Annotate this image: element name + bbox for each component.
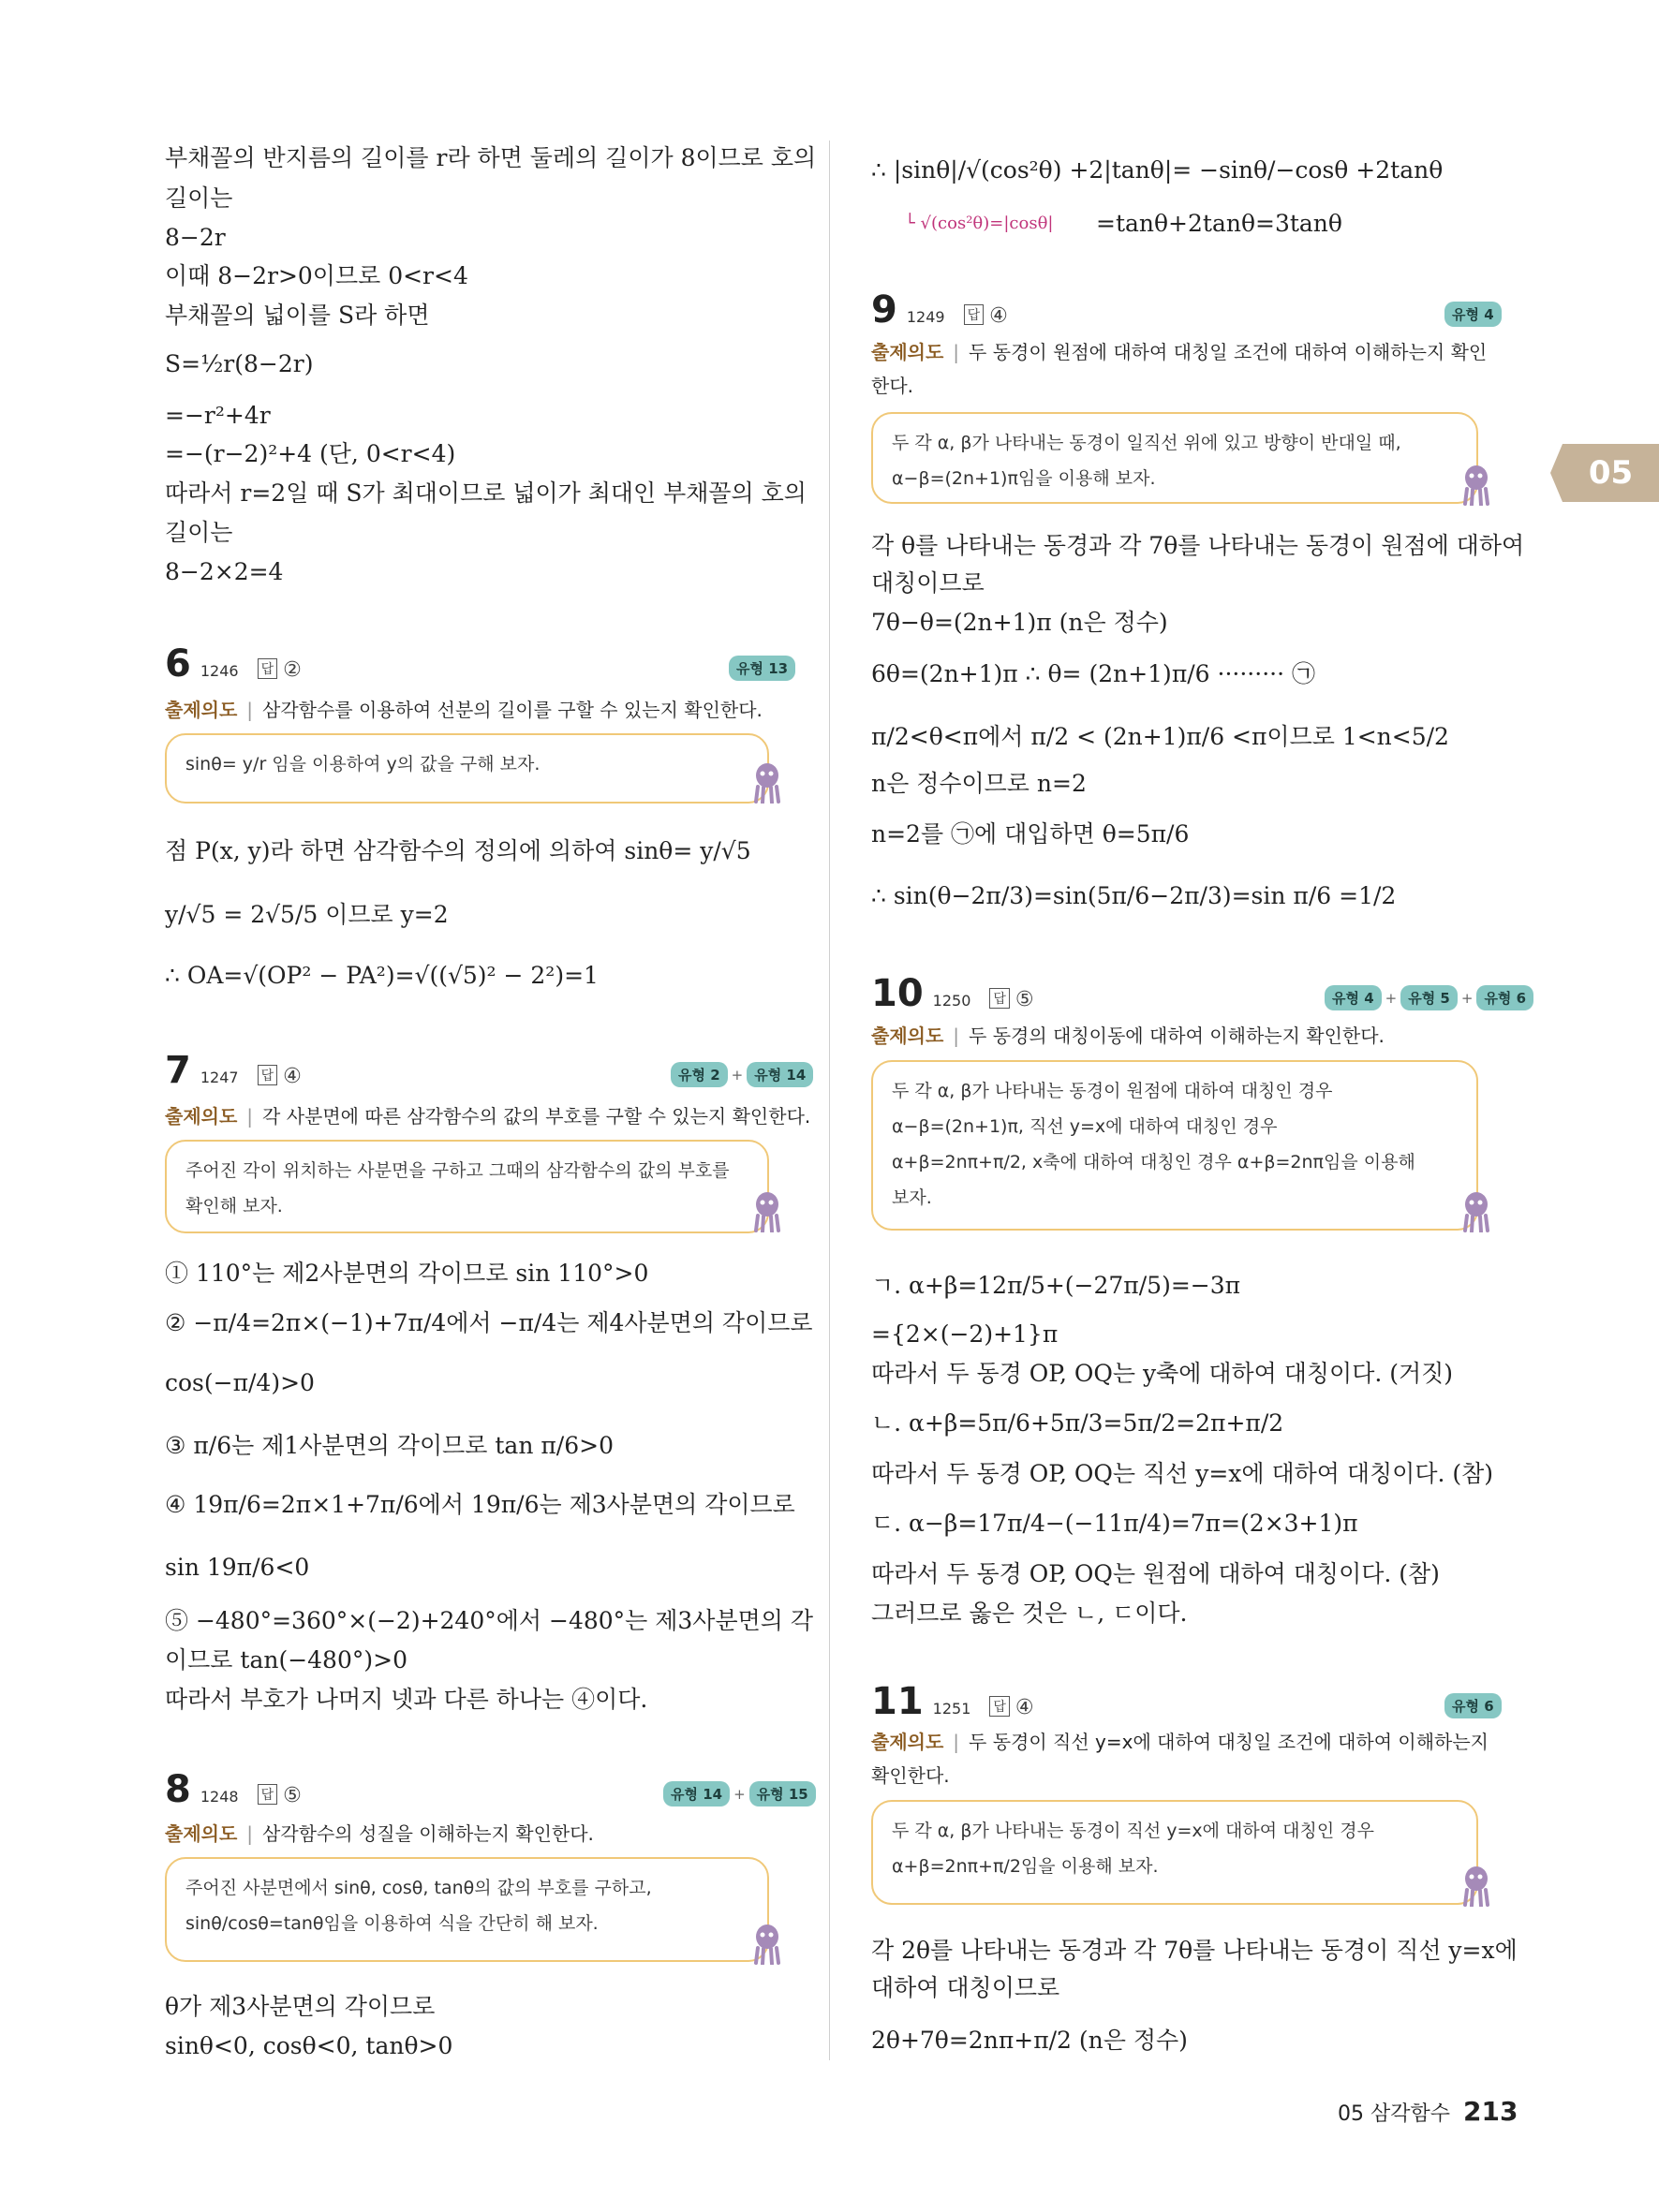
text-line: ={2×(−2)+1}π — [871, 1320, 1059, 1348]
question-code: 1251 — [932, 1700, 971, 1718]
question-intent: 출제의도 | 두 동경의 대칭이동에 대하여 이해하는지 확인한다. — [871, 1025, 1385, 1047]
text-line: ③ π/6는 제1사분면의 각이므로 tan π/6>0 — [165, 1432, 614, 1459]
question-code: 1248 — [200, 1788, 239, 1806]
text-line: sin 19π/6<0 — [165, 1554, 310, 1581]
question-code: 1249 — [906, 308, 945, 326]
text-line: 각 2θ를 나타내는 동경과 각 7θ를 나타내는 동경이 직선 y=x에 — [871, 1937, 1518, 1964]
question-code: 1250 — [932, 992, 971, 1010]
hint-box — [871, 1060, 1478, 1231]
text-line: sinθ<0, cosθ<0, tanθ>0 — [165, 2032, 453, 2059]
question-number: 10 — [871, 972, 924, 1015]
type-tag: 유형 4 — [1325, 985, 1382, 1010]
text-line: π/2<θ<π에서 π/2 < (2n+1)π/6 <π이므로 1<n<5/2 — [871, 723, 1449, 750]
text-line: 각 θ를 나타내는 동경과 각 7θ를 나타내는 동경이 원점에 대하여 — [871, 532, 1525, 559]
type-tags — [729, 656, 795, 681]
mascot-icon — [752, 1922, 782, 1969]
mascot-icon — [752, 760, 782, 807]
text-line: ① 110°는 제2사분면의 각이므로 sin 110°>0 — [165, 1260, 649, 1287]
type-tags: 유형 4 + 유형 5 + 유형 6 — [1325, 985, 1533, 1010]
text-line: ㄷ. α−β=17π/4−(−11π/4)=7π=(2×3+1)π — [871, 1510, 1358, 1537]
text-line: ∴ |sinθ|/√(cos²θ) +2|tanθ|= −sinθ/−cosθ +2tanθ — [871, 156, 1444, 184]
question-code: 1246 — [200, 662, 239, 680]
text-line: ⑤ −480°=360°×(−2)+240°에서 −480°는 제3사분면의 각 — [165, 1607, 814, 1634]
question-number: 7 — [165, 1049, 191, 1092]
type-tag: 유형 5 — [1400, 985, 1458, 1010]
hint-box — [871, 1800, 1478, 1905]
text-line: 대하여 대칭이므로 — [871, 1974, 1060, 2001]
text-line: ④ 19π/6=2π×1+7π/6에서 19π/6는 제3사분면의 각이므로 — [165, 1491, 795, 1518]
text-line: 그러므로 옳은 것은 ㄴ, ㄷ이다. — [871, 1600, 1188, 1627]
column-divider — [829, 140, 830, 2060]
answer: 답 ② — [258, 658, 302, 682]
mascot-icon — [1461, 463, 1491, 509]
text-line: 따라서 두 동경 OP, OQ는 원점에 대하여 대칭이다. (참) — [871, 1560, 1440, 1587]
hint-text: α−β=(2n+1)π, 직선 y=x에 대하여 대칭인 경우 — [892, 1116, 1278, 1137]
text-line: S=½r(8−2r) — [165, 350, 314, 377]
hint-text: α+β=2nπ+π/2, x축에 대하여 대칭인 경우 α+β=2nπ임을 이용해 — [892, 1152, 1415, 1172]
text-line: cos(−π/4)>0 — [165, 1369, 315, 1396]
annotation-note: └ √(cos²θ)=|cosθ| — [905, 214, 1054, 233]
hint-text: α+β=2nπ+π/2임을 이용해 보자. — [892, 1856, 1159, 1877]
answer: 답 ④ — [964, 304, 1008, 328]
question-number: 11 — [871, 1680, 924, 1723]
hint-text: 보자. — [892, 1187, 932, 1208]
text-line: ∴ sin(θ−2π/3)=sin(5π/6−2π/3)=sin π/6 =1/2 — [871, 882, 1397, 909]
question-number: 6 — [165, 642, 191, 686]
text-line: ㄱ. α+β=12π/5+(−27π/5)=−3π — [871, 1272, 1241, 1299]
type-tag: 유형 6 — [1444, 1693, 1502, 1718]
answer: 답 ⑤ — [258, 1784, 302, 1807]
hint-text: 두 각 α, β가 나타내는 동경이 직선 y=x에 대하여 대칭인 경우 — [892, 1821, 1374, 1841]
text-line: 6θ=(2n+1)π ∴ θ= (2n+1)π/6 ········· ㉠ — [871, 660, 1315, 687]
answer: 답 ④ — [989, 1696, 1033, 1719]
text-line: 부채꼴의 반지름의 길이를 r라 하면 둘레의 길이가 8이므로 호의 — [165, 144, 817, 171]
hint-text: sinθ= y/r 임을 이용하여 y의 값을 구해 보자. — [185, 754, 541, 774]
text-line: 길이는 — [165, 519, 233, 546]
mascot-icon — [752, 1189, 782, 1236]
text-line: 이때 8−2r>0이므로 0<r<4 — [165, 262, 468, 289]
text-line: ㄴ. α+β=5π/6+5π/3=5π/2=2π+π/2 — [871, 1409, 1284, 1437]
text-line: 2θ+7θ=2nπ+π/2 (n은 정수) — [871, 2027, 1188, 2054]
question-intent-cont: 확인한다. — [871, 1764, 950, 1787]
hint-text: 주어진 사분면에서 sinθ, cosθ, tanθ의 값의 부호를 구하고, — [185, 1878, 652, 1898]
page-footer — [1338, 2096, 1518, 2127]
hint-text: 확인해 보자. — [185, 1196, 283, 1217]
text-line: 부채꼴의 넓이를 S라 하면 — [165, 302, 430, 329]
page-number: 213 — [1463, 2096, 1518, 2127]
text-line: 이므로 tan(−480°)>0 — [165, 1646, 407, 1674]
type-tags: 유형 2 + 유형 14 — [671, 1062, 813, 1087]
text-line: 따라서 두 동경 OP, OQ는 직선 y=x에 대하여 대칭이다. (참) — [871, 1460, 1494, 1487]
hint-text: 주어진 각이 위치하는 사분면을 구하고 그때의 삼각함수의 값의 부호를 — [185, 1160, 730, 1181]
question-intent: 출제의도 | 각 사분면에 따른 삼각함수의 값의 부호를 구할 수 있는지 확인한다. — [165, 1105, 811, 1128]
text-line: 7θ−θ=(2n+1)π (n은 정수) — [871, 609, 1168, 636]
hint-box — [871, 412, 1478, 504]
question-header-6 — [165, 642, 302, 686]
question-intent: 출제의도 | 두 동경이 원점에 대하여 대칭일 조건에 대하여 이해하는지 확인 — [871, 341, 1488, 363]
question-header-9 — [871, 288, 1008, 332]
text-line: =tanθ+2tanθ=3tanθ — [1096, 210, 1342, 237]
question-intent: 출제의도 | 삼각함수를 이용하여 선분의 길이를 구할 수 있는지 확인한다. — [165, 699, 763, 721]
text-line: 8−2×2=4 — [165, 558, 284, 585]
type-tag: 유형 6 — [1476, 985, 1533, 1010]
answer-box-icon: 답 — [989, 1696, 1010, 1717]
text-line: 대칭이므로 — [871, 569, 985, 597]
question-number: 9 — [871, 288, 897, 332]
text-line: 따라서 부호가 나머지 넷과 다른 하나는 ④이다. — [165, 1686, 648, 1713]
text-line: n=2를 ㉠에 대입하면 θ=5π/6 — [871, 820, 1190, 848]
hint-text: 두 각 α, β가 나타내는 동경이 원점에 대하여 대칭인 경우 — [892, 1081, 1333, 1101]
type-tag: 유형 4 — [1444, 302, 1502, 327]
answer-box-icon: 답 — [964, 304, 985, 325]
type-tag: 유형 2 — [671, 1062, 728, 1087]
mascot-icon — [1461, 1864, 1491, 1910]
type-tag: 유형 13 — [729, 656, 795, 681]
answer-box-icon: 답 — [989, 988, 1010, 1009]
question-header-10 — [871, 972, 1034, 1015]
text-line: 따라서 r=2일 때 S가 최대이므로 넓이가 최대인 부채꼴의 호의 — [165, 479, 807, 507]
answer-box-icon: 답 — [258, 1065, 278, 1085]
answer: 답 ④ — [258, 1065, 302, 1088]
question-intent-cont: 한다. — [871, 375, 913, 397]
question-header-8 — [165, 1768, 302, 1811]
type-tags: 유형 14 + 유형 15 — [663, 1781, 816, 1806]
hint-text: α−β=(2n+1)π임을 이용해 보자. — [892, 468, 1156, 489]
answer-box-icon: 답 — [258, 1784, 278, 1805]
hint-box — [165, 1140, 769, 1233]
text-line: 8−2r — [165, 224, 226, 251]
text-line: =−r²+4r — [165, 402, 271, 429]
text-line: ∴ OA=√(OP² − PA²)=√((√5)² − 2²)=1 — [165, 962, 599, 989]
text-line: 따라서 두 동경 OP, OQ는 y축에 대하여 대칭이다. (거짓) — [871, 1360, 1454, 1387]
text-line: =−(r−2)²+4 (단, 0<r<4) — [165, 440, 456, 467]
type-tags — [1444, 1693, 1502, 1718]
chapter-title: 05 삼각함수 — [1338, 2102, 1450, 2126]
hint-box — [165, 733, 769, 804]
question-number: 8 — [165, 1768, 191, 1811]
text-line: θ가 제3사분면의 각이므로 — [165, 1993, 436, 2020]
question-intent: 출제의도 | 두 동경이 직선 y=x에 대하여 대칭일 조건에 대하여 이해하는지 — [871, 1731, 1489, 1753]
hint-box — [165, 1857, 769, 1962]
text-line: ② −π/4=2π×(−1)+7π/4에서 −π/4는 제4사분면의 각이므로 — [165, 1309, 813, 1336]
type-tag: 유형 15 — [749, 1781, 816, 1806]
hint-text: 두 각 α, β가 나타내는 동경이 일직선 위에 있고 방향이 반대일 때, — [892, 433, 1401, 453]
text-line: y/√5 = 2√5/5 이므로 y=2 — [165, 901, 449, 928]
mascot-icon — [1461, 1189, 1491, 1236]
type-tag: 유형 14 — [747, 1062, 813, 1087]
text-line: n은 정수이므로 n=2 — [871, 770, 1087, 797]
text-line: 점 P(x, y)라 하면 삼각함수의 정의에 의하여 sinθ= y/√5 — [165, 837, 751, 864]
question-intent: 출제의도 | 삼각함수의 성질을 이해하는지 확인한다. — [165, 1822, 594, 1845]
chapter-side-tab: 05 — [1563, 444, 1659, 502]
question-code: 1247 — [200, 1069, 239, 1086]
type-tags — [1444, 302, 1502, 327]
type-tag: 유형 14 — [663, 1781, 730, 1806]
hint-text: sinθ/cosθ=tanθ임을 이용하여 식을 간단히 해 보자. — [185, 1913, 599, 1934]
text-line: 길이는 — [165, 184, 233, 212]
answer-box-icon: 답 — [258, 658, 278, 679]
side-tab-notch — [1550, 444, 1563, 502]
answer: 답 ⑤ — [989, 988, 1033, 1011]
question-header-11 — [871, 1680, 1034, 1723]
question-header-7 — [165, 1049, 302, 1092]
